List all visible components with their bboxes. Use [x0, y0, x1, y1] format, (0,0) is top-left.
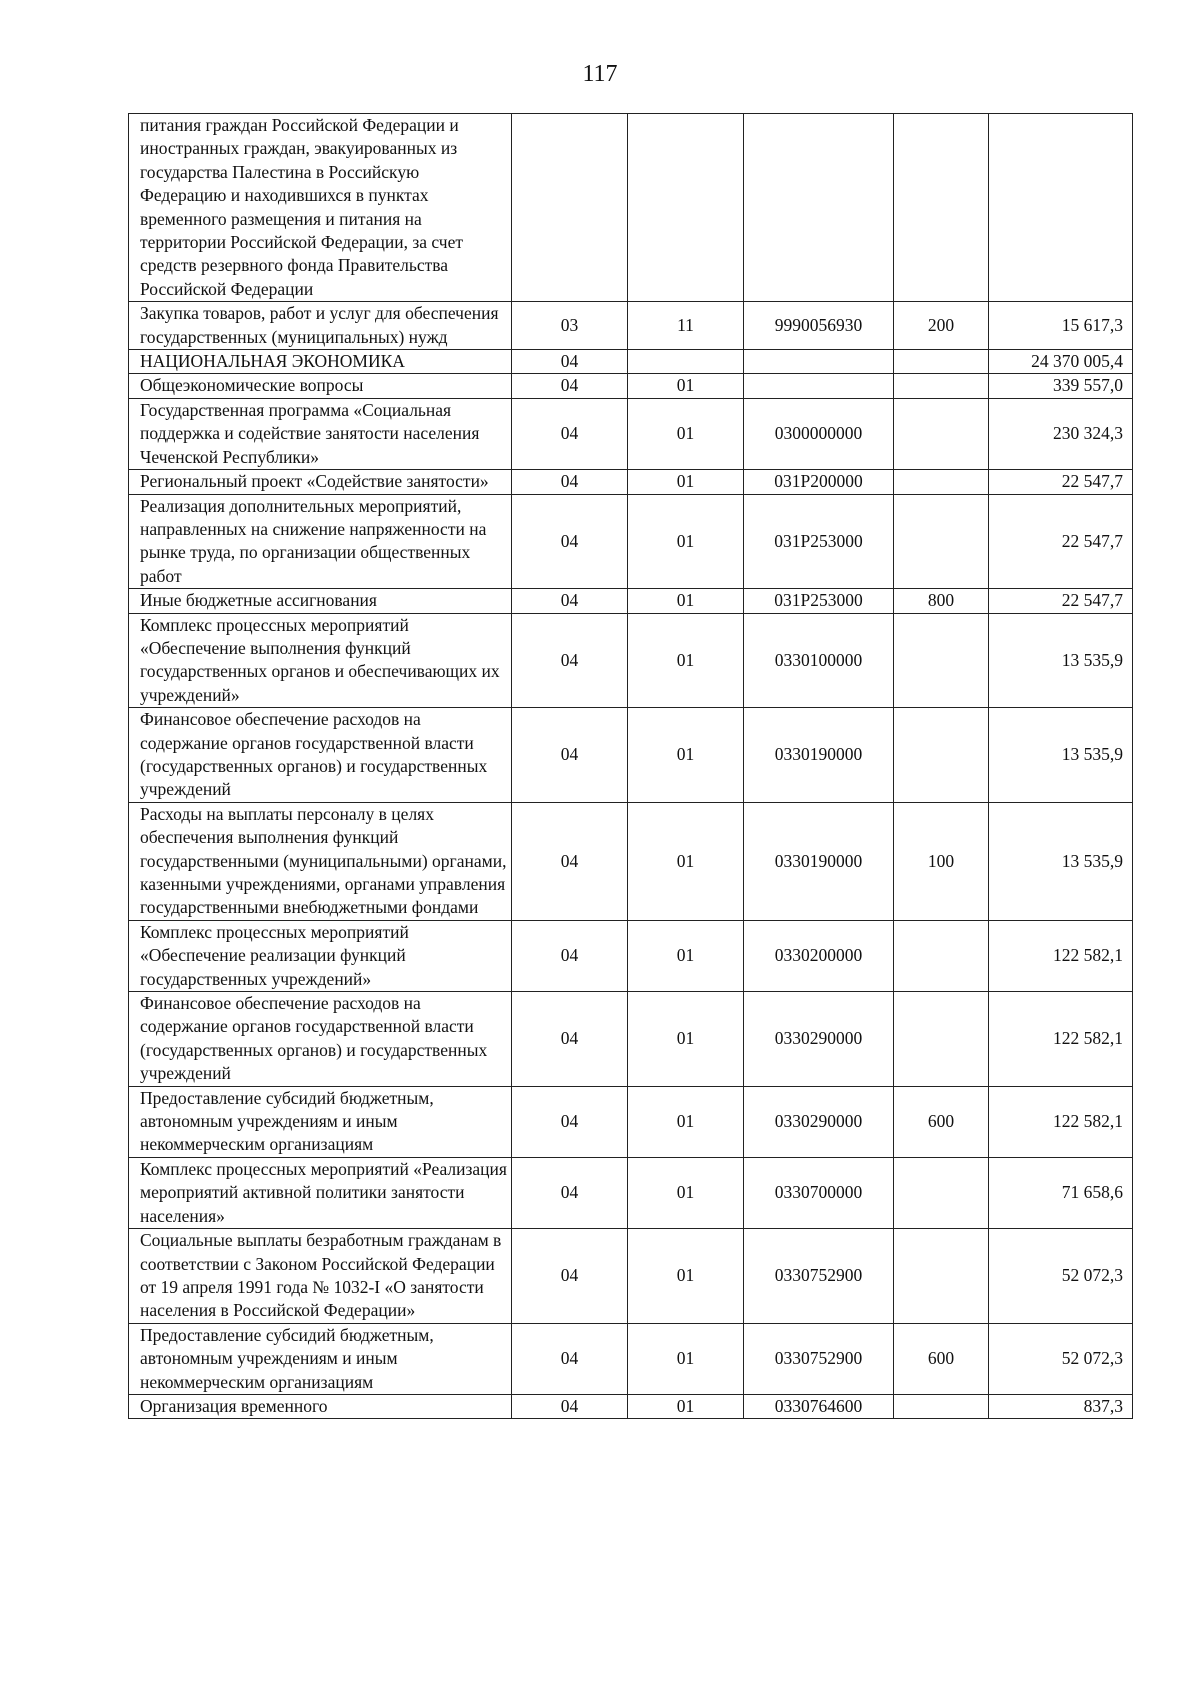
expense-type-code-cell: 600	[894, 1086, 989, 1157]
expense-type-code-cell	[894, 470, 989, 494]
table-row	[129, 114, 1133, 302]
expense-name-cell: Социальные выплаты безработным гражданам в соответствии с Законом Российской Федерации от 19 апреля 1991 года № 1032-I «О занятости населения в Российской Федерации»	[129, 1229, 512, 1324]
amount-cell: 13 535,9	[989, 802, 1133, 920]
amount-cell: 122 582,1	[989, 992, 1133, 1087]
amount-cell: 13 535,9	[989, 708, 1133, 803]
budget-table-body	[129, 114, 1133, 1419]
expense-name-cell: Региональный проект «Содействие занятости»	[129, 470, 512, 494]
amount-cell: 24 370 005,4	[989, 350, 1133, 374]
subsection-code-cell: 01	[628, 494, 744, 589]
expense-type-code-cell	[894, 1157, 989, 1228]
amount-cell: 52 072,3	[989, 1229, 1133, 1324]
expense-type-code-cell	[894, 708, 989, 803]
subsection-code-cell: 01	[628, 1323, 744, 1394]
section-code-cell: 04	[512, 494, 628, 589]
target-item-code-cell	[744, 374, 894, 398]
target-item-code-cell: 0330700000	[744, 1157, 894, 1228]
table-row	[129, 1229, 1133, 1324]
target-item-code-cell: 0330100000	[744, 613, 894, 708]
expense-name-cell: Закупка товаров, работ и услуг для обеспечения государственных (муниципальных) нужд	[129, 302, 512, 350]
section-code-cell: 04	[512, 992, 628, 1087]
table-row	[129, 494, 1133, 589]
subsection-code-cell: 01	[628, 1394, 744, 1418]
table-row	[129, 1157, 1133, 1228]
target-item-code-cell: 031P253000	[744, 589, 894, 613]
expense-name-cell: Предоставление субсидий бюджетным, автономным учреждениям и иным некоммерческим организациям	[129, 1086, 512, 1157]
expense-type-code-cell: 200	[894, 302, 989, 350]
amount-cell: 230 324,3	[989, 398, 1133, 469]
amount-cell: 13 535,9	[989, 613, 1133, 708]
section-code-cell: 04	[512, 1394, 628, 1418]
target-item-code-cell: 0330200000	[744, 920, 894, 991]
target-item-code-cell: 0330190000	[744, 708, 894, 803]
subsection-code-cell: 11	[628, 302, 744, 350]
expense-name-cell: Финансовое обеспечение расходов на содержание органов государственной власти (государственных органов) и государственных учреждений	[129, 992, 512, 1087]
table-row	[129, 350, 1133, 374]
table-row	[129, 302, 1133, 350]
section-code-cell: 04	[512, 920, 628, 991]
target-item-code-cell: 9990056930	[744, 302, 894, 350]
expense-name-cell: Иные бюджетные ассигнования	[129, 589, 512, 613]
amount-cell	[989, 114, 1133, 302]
expense-type-code-cell	[894, 114, 989, 302]
target-item-code-cell: 0330752900	[744, 1323, 894, 1394]
subsection-code-cell: 01	[628, 470, 744, 494]
target-item-code-cell: 0300000000	[744, 398, 894, 469]
expense-name-cell: Организация временного	[129, 1394, 512, 1418]
table-row	[129, 1394, 1133, 1418]
section-code-cell: 04	[512, 1323, 628, 1394]
expense-name-cell: Государственная программа «Социальная поддержка и содействие занятости населения Чеченской Республики»	[129, 398, 512, 469]
subsection-code-cell	[628, 350, 744, 374]
amount-cell: 71 658,6	[989, 1157, 1133, 1228]
subsection-code-cell	[628, 114, 744, 302]
subsection-code-cell: 01	[628, 589, 744, 613]
subsection-code-cell: 01	[628, 374, 744, 398]
expense-name-cell: Расходы на выплаты персоналу в целях обеспечения выполнения функций государственными (муниципальными) органами, казенными учреждениями, органами управления государственными внебюджетными фондами	[129, 802, 512, 920]
table-row	[129, 802, 1133, 920]
expense-type-code-cell: 800	[894, 589, 989, 613]
section-code-cell	[512, 114, 628, 302]
table-row	[129, 613, 1133, 708]
target-item-code-cell: 0330190000	[744, 802, 894, 920]
subsection-code-cell: 01	[628, 992, 744, 1087]
amount-cell: 15 617,3	[989, 302, 1133, 350]
subsection-code-cell: 01	[628, 398, 744, 469]
expense-type-code-cell	[894, 1229, 989, 1324]
table-row	[129, 1086, 1133, 1157]
table-row	[129, 992, 1133, 1087]
subsection-code-cell: 01	[628, 708, 744, 803]
section-code-cell: 04	[512, 1086, 628, 1157]
expense-name-cell: питания граждан Российской Федерации и иностранных граждан, эвакуированных из государства Палестина в Российскую Федерацию и находившихся в пунктах временного размещения и питания на территории Российской Федерации, за счет средств резервного фонда Правительства Российской Федерации	[129, 114, 512, 302]
amount-cell: 52 072,3	[989, 1323, 1133, 1394]
section-code-cell: 04	[512, 470, 628, 494]
expense-type-code-cell: 100	[894, 802, 989, 920]
table-row	[129, 374, 1133, 398]
subsection-code-cell: 01	[628, 1229, 744, 1324]
page-number: 117	[582, 61, 618, 87]
target-item-code-cell: 031P253000	[744, 494, 894, 589]
subsection-code-cell: 01	[628, 920, 744, 991]
target-item-code-cell	[744, 114, 894, 302]
expense-name-cell: Комплекс процессных мероприятий «Реализация мероприятий активной политики занятости населения»	[129, 1157, 512, 1228]
table-row	[129, 470, 1133, 494]
expense-name-cell: Комплекс процессных мероприятий «Обеспечение реализации функций государственных учреждений»	[129, 920, 512, 991]
expense-name-cell: Финансовое обеспечение расходов на содержание органов государственной власти (государственных органов) и государственных учреждений	[129, 708, 512, 803]
subsection-code-cell: 01	[628, 802, 744, 920]
expense-type-code-cell	[894, 398, 989, 469]
amount-cell: 837,3	[989, 1394, 1133, 1418]
amount-cell: 22 547,7	[989, 494, 1133, 589]
target-item-code-cell: 0330290000	[744, 1086, 894, 1157]
expense-type-code-cell	[894, 920, 989, 991]
subsection-code-cell: 01	[628, 1157, 744, 1228]
amount-cell: 22 547,7	[989, 589, 1133, 613]
section-code-cell: 04	[512, 350, 628, 374]
target-item-code-cell: 0330752900	[744, 1229, 894, 1324]
section-code-cell: 04	[512, 589, 628, 613]
amount-cell: 122 582,1	[989, 1086, 1133, 1157]
table-row	[129, 1323, 1133, 1394]
budget-table	[128, 113, 1133, 1419]
target-item-code-cell: 0330290000	[744, 992, 894, 1087]
section-code-cell: 04	[512, 374, 628, 398]
section-code-cell: 04	[512, 613, 628, 708]
expense-type-code-cell	[894, 1394, 989, 1418]
subsection-code-cell: 01	[628, 1086, 744, 1157]
expense-type-code-cell	[894, 613, 989, 708]
table-row	[129, 920, 1133, 991]
section-code-cell: 04	[512, 398, 628, 469]
section-code-cell: 04	[512, 1229, 628, 1324]
expense-name-cell: Общеэкономические вопросы	[129, 374, 512, 398]
expense-type-code-cell: 600	[894, 1323, 989, 1394]
target-item-code-cell: 0330764600	[744, 1394, 894, 1418]
amount-cell: 339 557,0	[989, 374, 1133, 398]
amount-cell: 122 582,1	[989, 920, 1133, 991]
expense-name-cell: Комплекс процессных мероприятий «Обеспечение выполнения функций государственных органов и обеспечивающих их учреждений»	[129, 613, 512, 708]
expense-name-cell: Предоставление субсидий бюджетным, автономным учреждениям и иным некоммерческим организациям	[129, 1323, 512, 1394]
target-item-code-cell: 031P200000	[744, 470, 894, 494]
table-row	[129, 398, 1133, 469]
section-code-cell: 04	[512, 802, 628, 920]
amount-cell: 22 547,7	[989, 470, 1133, 494]
expense-name-cell: НАЦИОНАЛЬНАЯ ЭКОНОМИКА	[129, 350, 512, 374]
target-item-code-cell	[744, 350, 894, 374]
expense-name-cell: Реализация дополнительных мероприятий, направленных на снижение напряженности на рынке труда, по организации общественных работ	[129, 494, 512, 589]
section-code-cell: 03	[512, 302, 628, 350]
table-row	[129, 589, 1133, 613]
section-code-cell: 04	[512, 708, 628, 803]
table-row	[129, 708, 1133, 803]
subsection-code-cell: 01	[628, 613, 744, 708]
section-code-cell: 04	[512, 1157, 628, 1228]
expense-type-code-cell	[894, 350, 989, 374]
expense-type-code-cell	[894, 992, 989, 1087]
expense-type-code-cell	[894, 374, 989, 398]
expense-type-code-cell	[894, 494, 989, 589]
